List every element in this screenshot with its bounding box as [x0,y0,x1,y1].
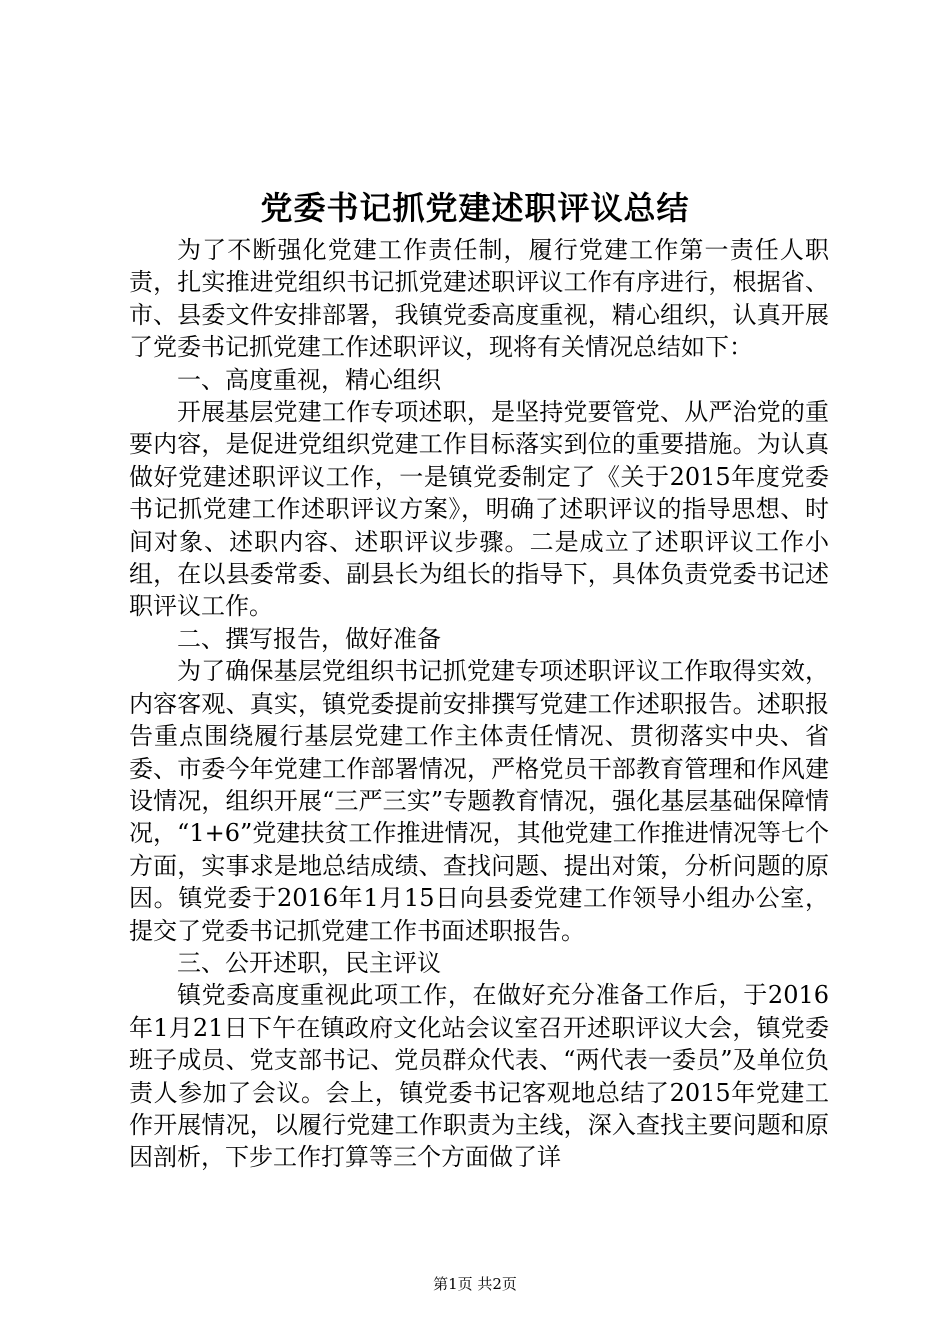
document-title: 党委书记抓党建述职评议总结 [260,189,690,227]
section-heading-1: 一、高度重视，精心组织 [177,365,441,394]
paragraph-section-3: 镇党委高度重视此项工作，在做好充分准备工作后，于2016年1月21日下午在镇政府文化站会议室召开述职评议大会，镇党委班子成员、党支部书记、党员群众代表、“两代表一委员”及单位负责人参加了会议。会上，镇党委书记客观地总结了2015年党建工作开展情况，以履行党建工作职责为主线，深入查找主要问题和原因剖析，下步工作打算等三个方面做了详 [129,981,829,1172]
section-heading-3: 三、公开述职，民主评议 [177,948,441,977]
paragraph-section-1: 开展基层党建工作专项述职，是坚持党要管党、从严治党的重要内容，是促进党组织党建工作目标落实到位的重要措施。为认真做好党建述职评议工作，一是镇党委制定了《关于2015年度党委书记抓党建工作述职评议方案》，明确了述职评议的指导思想、时间对象、述职内容、述职评议步骤。二是成立了述职评议工作小组，在以县委常委、副县长为组长的指导下，具体负责党委书记述职评议工作。 [129,398,829,621]
section-heading-2: 二、撰写报告，做好准备 [177,624,441,653]
page-number-footer: 第1页 共2页 [433,1275,517,1293]
document-body [129,234,829,1174]
paragraph-intro: 为了不断强化党建工作责任制，履行党建工作第一责任人职责，扎实推进党组织书记抓党建述职评议工作有序进行，根据省、市、县委文件安排部署，我镇党委高度重视，精心组织，认真开展了党委书记抓党建工作述职评议，现将有关情况总结如下： [129,236,829,362]
paragraph-section-2: 为了确保基层党组织书记抓党建专项述职评议工作取得实效，内容客观、真实，镇党委提前安排撰写党建工作述职报告。述职报告重点围绕履行基层党建工作主体责任情况、贯彻落实中央、省委、市委今年党建工作部署情况，严格党员干部教育管理和作风建设情况，组织开展“三严三实”专题教育情况，强化基层基础保障情况，“1+6”党建扶贫工作推进情况，其他党建工作推进情况等七个方面，实事求是地总结成绩、查找问题、提出对策，分析问题的原因。镇党委于2016年1月15日向县委党建工作领导小组办公室，提交了党委书记抓党建工作书面述职报告。 [129,657,829,945]
